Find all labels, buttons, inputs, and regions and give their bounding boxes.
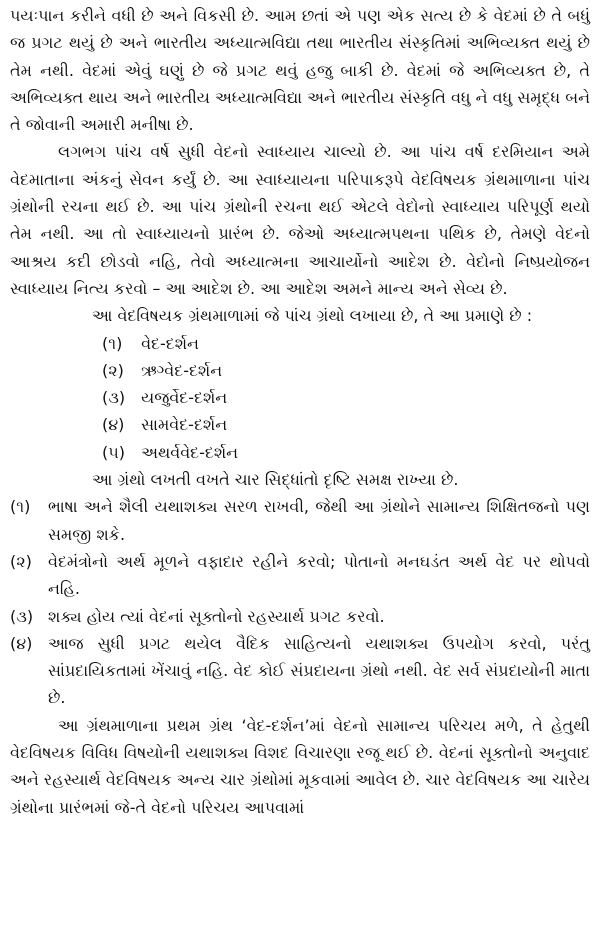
book-title: સામવેદ-દર્શન	[141, 415, 228, 435]
principle-item	[10, 493, 590, 548]
principles-list	[10, 493, 590, 711]
principle-number: (૪)	[10, 633, 33, 653]
book-list-item	[10, 384, 590, 411]
principle-number: (૩)	[10, 606, 34, 626]
principle-item	[10, 630, 590, 712]
book-number: (૨)	[102, 360, 124, 380]
principle-item	[10, 603, 590, 630]
book-number: (૫)	[102, 442, 125, 462]
principle-number: (૨)	[10, 551, 32, 571]
paragraph-closing: આ ગ્રંથમાળાના પ્રથમ ગ્રંથ ‘વેદ-દર્શન’માં વેદનો સામાન્ય પરિચય મળે, તે હેતુથી વેદવિષયક વિવિધ વિષયોની યથાશક્ય વિશદ વિચારણા રજૂ થઈ છે. વેદનાં સૂક્તોનો અનુવાદ અને રહસ્યાર્થ વેદવિષયક અન્ય ચાર ગ્રંથોમાં મૂકવામાં આવેલ છે. ચાર વેદવિષયક આ ચારેય ગ્રંથોના પ્રારંભમાં જે-તે વેદનો પરિચય આપવામાં	[10, 715, 590, 817]
book-title: ઋગ્વેદ-દર્શન	[141, 360, 223, 380]
principle-item	[10, 548, 590, 603]
paragraph-svadhyaya: લગભગ પાંચ વર્ષ સુધી વેદનો સ્વાધ્યાય ચાલ્યો છે. આ પાંચ વર્ષ દરમિયાન અમે વેદમાતાના અંકનું સેવન કર્યું છે. આ સ્વાધ્યાયના પરિપાકરૂપે વેદવિષયક ગ્રંથમાળાના પાંચ ગ્રંથોની રચના થઈ છે. આ પાંચ ગ્રંથોની રચના થઈ એટલે વેદોનો સ્વાધ્યાય પરિપૂર્ણ થયો તેમ નથી. આ તો સ્વાધ્યાયનો પ્રારંભ છે. જેઓ અધ્યાત્મપથના પથિક છે, તેમણે વેદનો આશ્રય કદી છોડવો નહિ, તેવો અધ્યાત્મના આચાર્યોનો આદેશ છે. વેદોનો નિષ્પ્રયોજન સ્વાધ્યાય નિત્ય કરવો – આ આદેશ છે. આ આદેશ અમને માન્ય અને સેવ્ય છે.	[10, 142, 590, 298]
principle-text: ભાષા અને શૈલી યથાશક્ય સરળ રાખવી, જેથી આ ગ્રંથોને સામાન્ય શિક્ષિતજનો પણ સમજી શકે.	[48, 497, 590, 544]
principle-text: વેદમંત્રોનો અર્થ મૂળને વફાદાર રહીને કરવો; પોતાનો મનઘડંત અર્થ વેદ પર થોપવો નહિ.	[48, 551, 590, 599]
book-list	[10, 330, 590, 466]
book-list-intro: આ વેદવિષયક ગ્રંથમાળામાં જે પાંચ ગ્રંથો લખાયા છે, તે આ પ્રમાણે છે :	[92, 306, 533, 326]
paragraph-opening: પયઃપાન કરીને વધી છે અને વિકસી છે. આમ છતાં એ પણ એક સત્ય છે કે વેદમાં છે તે બધું જ પ્રગટ થયું છે અને ભારતીય અધ્યાત્મવિદ્યા તથા ભારતીય સંસ્કૃતિમાં અભિવ્યક્ત થયું છે તેમ નથી. વેદમાં એવું ઘણું છે જે પ્રગટ થવું હજુ બાકી છે. વેદમાં જે અભિવ્યક્ત છે, તે અભિવ્યક્ત થાય અને ભારતીય અધ્યાત્મવિદ્યા અને ભારતીય સંસ્કૃતિ વધુ ને વધુ સમૃદ્ધ બને તે જોવાની અમારી મનીષા છે.	[10, 6, 590, 135]
principle-number: (૧)	[10, 497, 31, 517]
book-title: વેદ-દર્શન	[141, 333, 199, 353]
book-list-item	[10, 439, 590, 466]
principle-text: આજ સુધી પ્રગટ થયેલ વૈદિક સાહિત્યનો યથાશક્ય ઉપયોગ કરવો, પરંતુ સાંપ્રદાયિકતામાં ખેંચાવું નહિ. વેદ કોઈ સંપ્રદાયના ગ્રંથો નથી. વેદ સર્વ સંપ્રદાયોની માતા છે.	[48, 633, 590, 708]
book-number: (૧)	[102, 333, 123, 353]
principle-text: શક્ય હોય ત્યાં વેદનાં સૂક્તોનો રહસ્યાર્થ પ્રગટ કરવો.	[48, 606, 385, 626]
principles-intro: આ ગ્રંથો લખતી વખતે ચાર સિદ્ધાંતો દૃષ્ટિ સમક્ષ રાખ્યા છે.	[92, 470, 459, 490]
book-number: (૩)	[102, 388, 126, 408]
book-list-item	[10, 411, 590, 438]
book-list-item	[10, 357, 590, 384]
book-list-item	[10, 330, 590, 357]
book-number: (૪)	[102, 415, 125, 435]
book-title: અથર્વવેદ-દર્શન	[141, 442, 239, 462]
book-title: યજુર્વેદ-દર્શન	[141, 388, 228, 408]
